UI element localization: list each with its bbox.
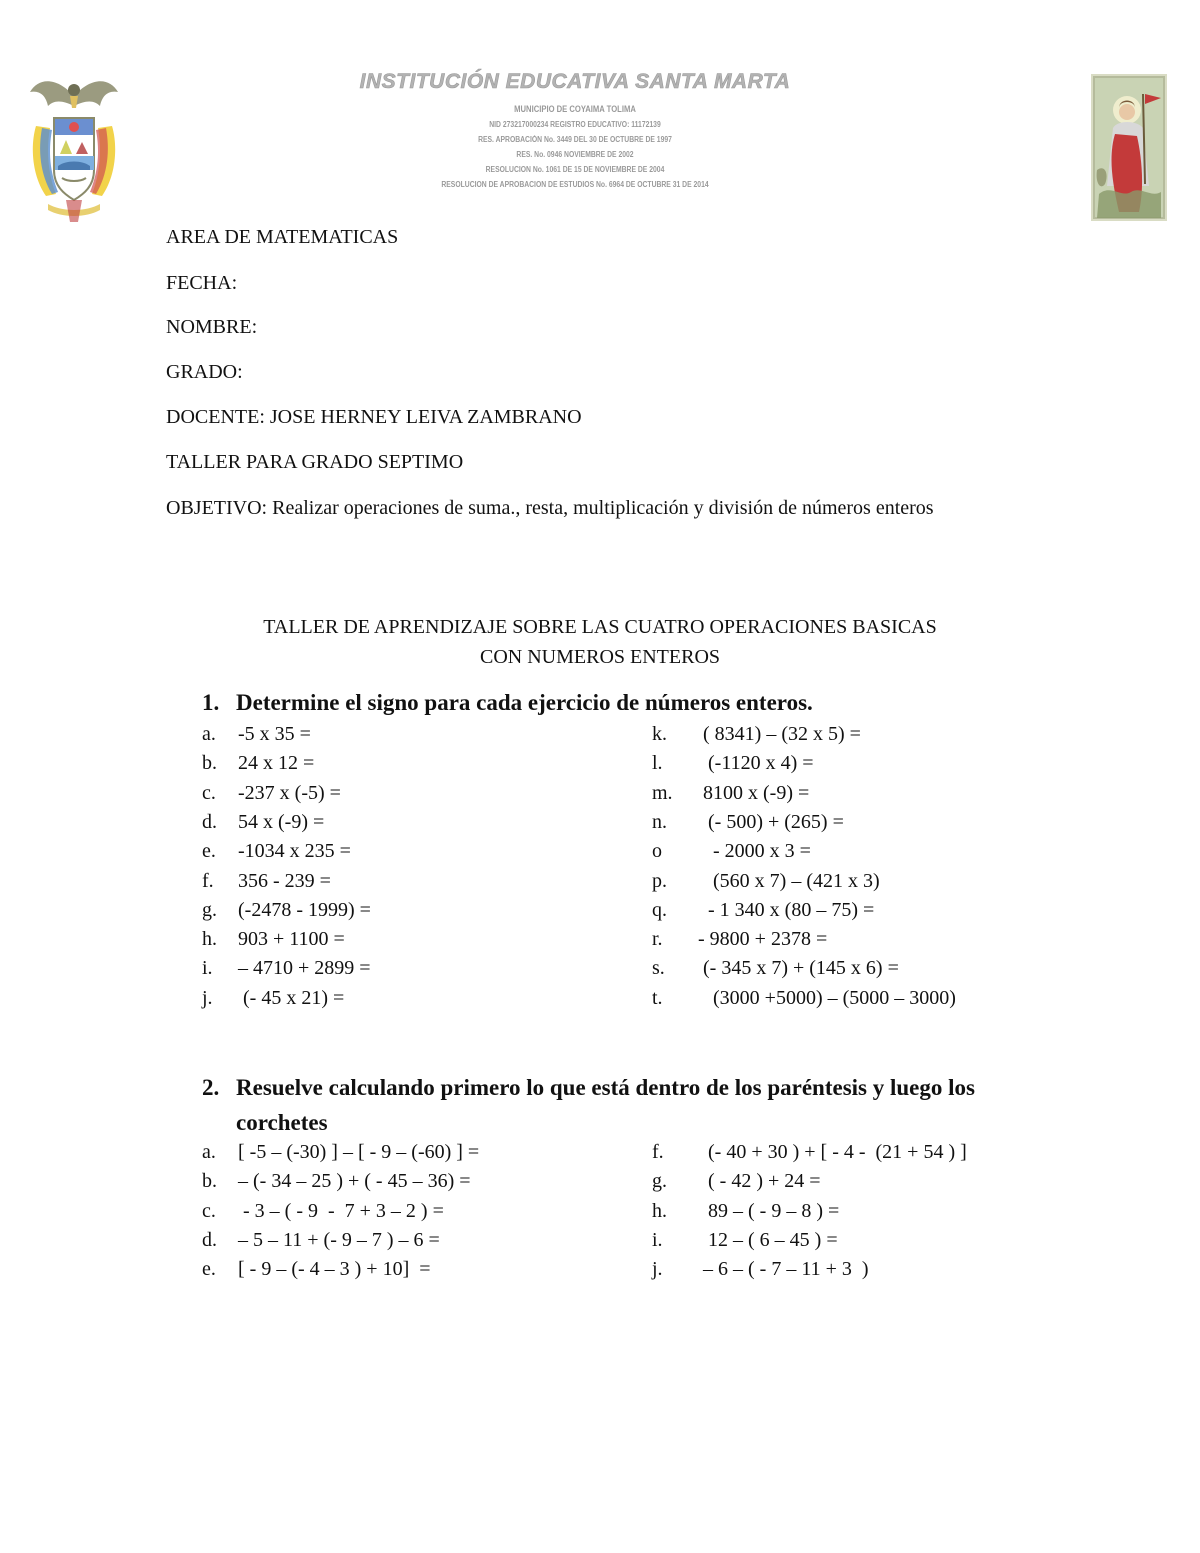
exercise-letter: c. <box>202 781 216 804</box>
exercise-expression: - 1 340 x (80 – 75) = <box>698 898 875 921</box>
exercise-expression: -5 x 35 = <box>238 723 311 745</box>
exercise-letter: o <box>652 840 662 863</box>
exercise-item <box>652 898 874 922</box>
exercise-letter: f. <box>202 869 214 892</box>
exercise-item <box>202 751 314 775</box>
exercise-expression: [ -5 – (-30) ] – [ - 9 – (-60) ] = <box>238 1141 480 1163</box>
exercise-item <box>202 927 345 951</box>
exercise-item <box>652 1257 869 1281</box>
exercise-item <box>652 986 956 1010</box>
coat-of-arms-logo <box>26 66 122 222</box>
exercise-letter: i. <box>652 1228 663 1251</box>
exercise-expression: - 3 – ( - 9 - 7 + 3 – 2 ) = <box>238 1199 444 1222</box>
exercise-letter: e. <box>202 840 216 863</box>
question-number: 1. <box>202 690 220 715</box>
exercise-item <box>202 810 324 834</box>
exercise-item <box>202 1199 444 1223</box>
header-line: RESOLUCION No. 1061 DE 15 DE NOVIEMBRE DE 2004 <box>485 165 665 174</box>
exercise-item <box>202 956 371 980</box>
exercise-letter: c. <box>202 1199 216 1222</box>
header-line: RES. APROBACIÓN No. 3449 DEL 30 DE OCTUBRE DE 1997 <box>478 135 672 144</box>
exercise-letter: m. <box>652 781 673 804</box>
worksheet-title <box>150 612 1050 672</box>
exercise-letter: i. <box>202 957 213 980</box>
exercise-item <box>202 722 311 746</box>
exercise-expression: (560 x 7) – (421 x 3) <box>698 869 880 892</box>
exercise-item <box>652 781 809 805</box>
question-text: Resuelve calculando primero lo que está dentro de los paréntesis y luego los corchetes <box>236 1075 975 1135</box>
exercise-expression: [ - 9 – (- 4 – 3 ) + 10] = <box>238 1258 431 1281</box>
exercise-item <box>652 927 827 951</box>
objective-label: OBJETIVO: <box>166 497 268 519</box>
exercise-item <box>202 1257 431 1281</box>
exercise-letter: f. <box>652 1141 664 1163</box>
exercise-letter: e. <box>202 1258 216 1281</box>
school-header <box>300 70 850 192</box>
exercise-letter: d. <box>202 1228 217 1251</box>
objective-paragraph <box>166 494 1026 523</box>
question-number: 2. <box>202 1075 220 1100</box>
exercise-expression: (-2478 - 1999) = <box>238 898 371 921</box>
school-name: INSTITUCIÓN EDUCATIVA SANTA MARTA <box>359 70 791 93</box>
exercise-letter: g. <box>202 898 217 921</box>
exercise-expression: ( - 42 ) + 24 = <box>698 1170 821 1193</box>
exercise-letter: q. <box>652 898 667 921</box>
taller-label: TALLER PARA GRADO SEPTIMO <box>166 451 464 473</box>
exercise-expression: 24 x 12 = <box>238 752 315 775</box>
exercise-item <box>202 1169 471 1193</box>
docente-label: DOCENTE: JOSE HERNEY LEIVA ZAMBRANO <box>166 406 582 428</box>
saint-picture <box>1091 74 1167 221</box>
exercise-letter: k. <box>652 723 667 745</box>
exercise-item <box>652 1140 967 1164</box>
exercise-expression: 54 x (-9) = <box>238 810 325 833</box>
exercise-letter: l. <box>652 752 663 775</box>
exercise-letter: t. <box>652 986 663 1009</box>
fecha-label: FECHA: <box>166 272 238 294</box>
exercise-item <box>652 1169 821 1193</box>
exercise-letter: j. <box>652 1258 663 1281</box>
exercise-expression: -1034 x 235 = <box>238 840 351 863</box>
worksheet-title-line: TALLER DE APRENDIZAJE SOBRE LAS CUATRO OPERACIONES BASICAS <box>263 616 937 638</box>
exercise-expression: (- 40 + 30 ) + [ - 4 - (21 + 54 ) ] <box>698 1141 967 1163</box>
exercise-expression: – 4710 + 2899 = <box>238 957 371 980</box>
exercise-item <box>202 1228 440 1252</box>
question-2-title <box>202 1070 1042 1140</box>
question-1-title <box>202 685 1042 720</box>
exercise-expression: 903 + 1100 = <box>238 928 345 951</box>
exercise-letter: r. <box>652 928 663 951</box>
exercise-letter: j. <box>202 986 213 1009</box>
header-line: MUNICIPIO DE COYAIMA TOLIMA <box>514 104 636 114</box>
exercise-letter: b. <box>202 1170 217 1193</box>
exercise-letter: n. <box>652 810 667 833</box>
exercise-item <box>652 751 814 775</box>
exercise-expression: - 9800 + 2378 = <box>698 928 828 951</box>
exercise-expression: (- 45 x 21) = <box>238 986 345 1009</box>
question-text: Determine el signo para cada ejercicio de números enteros. <box>236 690 813 715</box>
exercise-letter: h. <box>202 928 217 951</box>
objective-text: Realizar operaciones de suma., resta, multiplicación y división de números enteros <box>267 497 934 519</box>
exercise-letter: g. <box>652 1170 667 1193</box>
exercise-expression: (3000 +5000) – (5000 – 3000) <box>698 986 956 1009</box>
exercise-item <box>652 722 861 746</box>
exercise-item <box>652 869 880 893</box>
header-line: NID 273217000234 REGISTRO EDUCATIVO: 11172139 <box>489 120 661 129</box>
exercise-expression: – 5 – 11 + (- 9 – 7 ) – 6 = <box>238 1228 440 1251</box>
exercise-expression: 356 - 239 = <box>238 869 331 892</box>
exercise-expression: 8100 x (-9) = <box>698 781 810 804</box>
exercise-letter: b. <box>202 752 217 775</box>
exercise-expression: – 6 – ( - 7 – 11 + 3 ) <box>698 1258 869 1281</box>
exercise-letter: a. <box>202 1141 216 1163</box>
exercise-item <box>202 781 341 805</box>
exercise-expression: 89 – ( - 9 – 8 ) = <box>698 1199 840 1222</box>
exercise-item <box>652 956 899 980</box>
exercise-letter: d. <box>202 810 217 833</box>
exercise-item <box>652 1228 838 1252</box>
area-label: AREA DE MATEMATICAS <box>166 226 399 248</box>
header-line: RES. No. 0946 NOVIEMBRE DE 2002 <box>516 150 634 159</box>
exercise-expression: -237 x (-5) = <box>238 781 341 804</box>
exercise-expression: (- 345 x 7) + (145 x 6) = <box>698 957 899 980</box>
exercise-letter: h. <box>652 1199 667 1222</box>
exercise-item <box>202 898 371 922</box>
exercise-expression: 12 – ( 6 – 45 ) = <box>698 1228 838 1251</box>
header-line: RESOLUCION DE APROBACION DE ESTUDIOS No. 6964 DE OCTUBRE 31 DE 2014 <box>441 180 709 189</box>
exercise-letter: a. <box>202 723 216 745</box>
worksheet-title-line: CON NUMEROS ENTEROS <box>479 646 721 668</box>
exercise-letter: p. <box>652 869 667 892</box>
exercise-item <box>652 839 811 863</box>
exercise-expression: - 2000 x 3 = <box>698 840 811 863</box>
exercise-expression: (-1120 x 4) = <box>698 752 814 775</box>
exercise-item <box>652 1199 839 1223</box>
exercise-expression: – (- 34 – 25 ) + ( - 45 – 36) = <box>238 1170 471 1193</box>
grado-label: GRADO: <box>166 361 243 383</box>
exercise-expression: ( 8341) – (32 x 5) = <box>698 723 861 745</box>
nombre-label: NOMBRE: <box>166 316 258 338</box>
exercise-item <box>202 839 351 863</box>
exercise-item <box>202 986 344 1010</box>
exercise-expression: (- 500) + (265) = <box>698 810 844 833</box>
exercise-item <box>202 869 331 893</box>
exercise-item <box>652 810 844 834</box>
exercise-letter: s. <box>652 957 665 980</box>
exercise-item <box>202 1140 479 1164</box>
